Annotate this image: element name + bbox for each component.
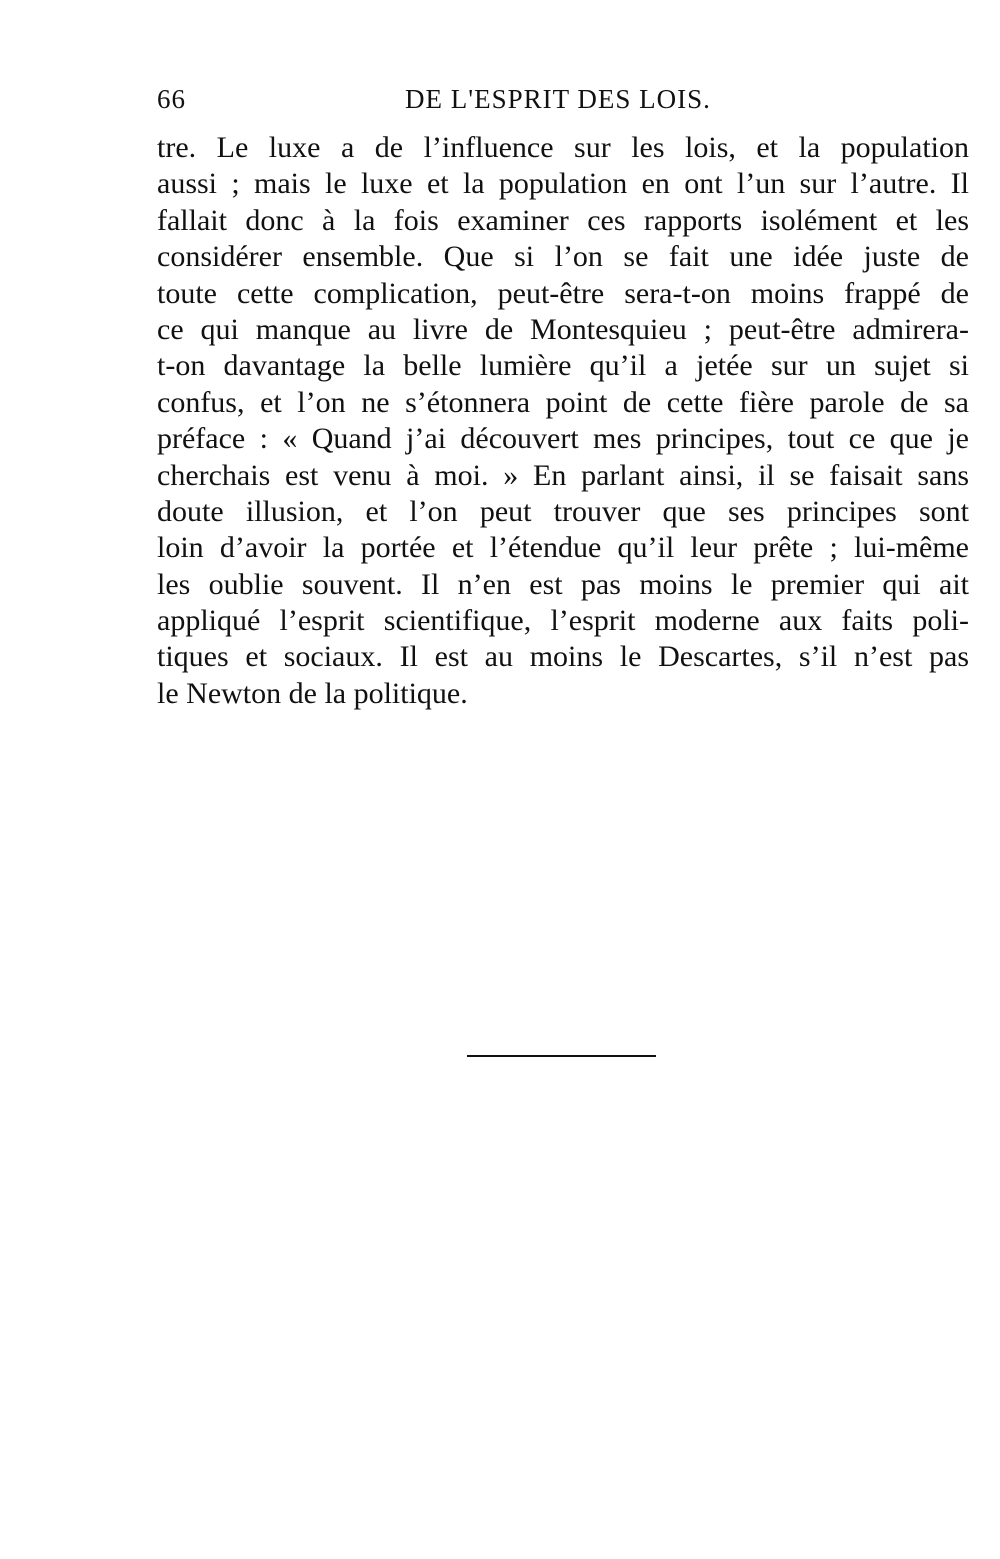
text-line: toute cette complication, peut-être sera-t-on moins frappé de <box>157 276 969 310</box>
text-line: loin d’avoir la portée et l’étendue qu’il leur prête ; lui-même <box>157 531 969 565</box>
text-line: cherchais est venu à moi. » En parlant ainsi, il se faisait sans <box>157 458 969 492</box>
text-line: tiques et sociaux. Il est au moins le Descartes, s’il n’est pas <box>157 640 969 674</box>
text-line: appliqué l’esprit scientifique, l’esprit moderne aux faits poli- <box>157 604 969 638</box>
text-line: considérer ensemble. Que si l’on se fait une idée juste de <box>157 240 969 274</box>
text-line: doute illusion, et l’on peut trouver que ses principes sont <box>157 494 969 528</box>
text-line: tre. Le luxe a de l’influence sur les lois, et la population <box>157 131 969 164</box>
text-line: préface : « Quand j’ai découvert mes principes, tout ce que je <box>157 422 969 456</box>
text-line: le Newton de la politique. <box>157 676 468 710</box>
text-line: ce qui manque au livre de Montesquieu ; peut-être admirera- <box>157 312 969 346</box>
text-line: fallait donc à la fois examiner ces rapports isolément et les <box>157 203 969 237</box>
text-line: confus, et l’on ne s’étonnera point de cette fière parole de sa <box>157 385 969 419</box>
body-paragraph <box>157 130 969 712</box>
page-number: 66 <box>157 84 186 114</box>
text-line: aussi ; mais le luxe et la population en ont l’un sur l’autre. Il <box>157 167 969 201</box>
text-line: les oublie souvent. Il n’en est pas moins le premier qui ait <box>157 567 969 601</box>
section-divider <box>467 1055 656 1057</box>
running-head <box>157 84 967 120</box>
text-line: t-on davantage la belle lumière qu’il a jetée sur un sujet si <box>157 349 969 383</box>
running-title: DE L'ESPRIT DES LOIS. <box>405 84 711 114</box>
